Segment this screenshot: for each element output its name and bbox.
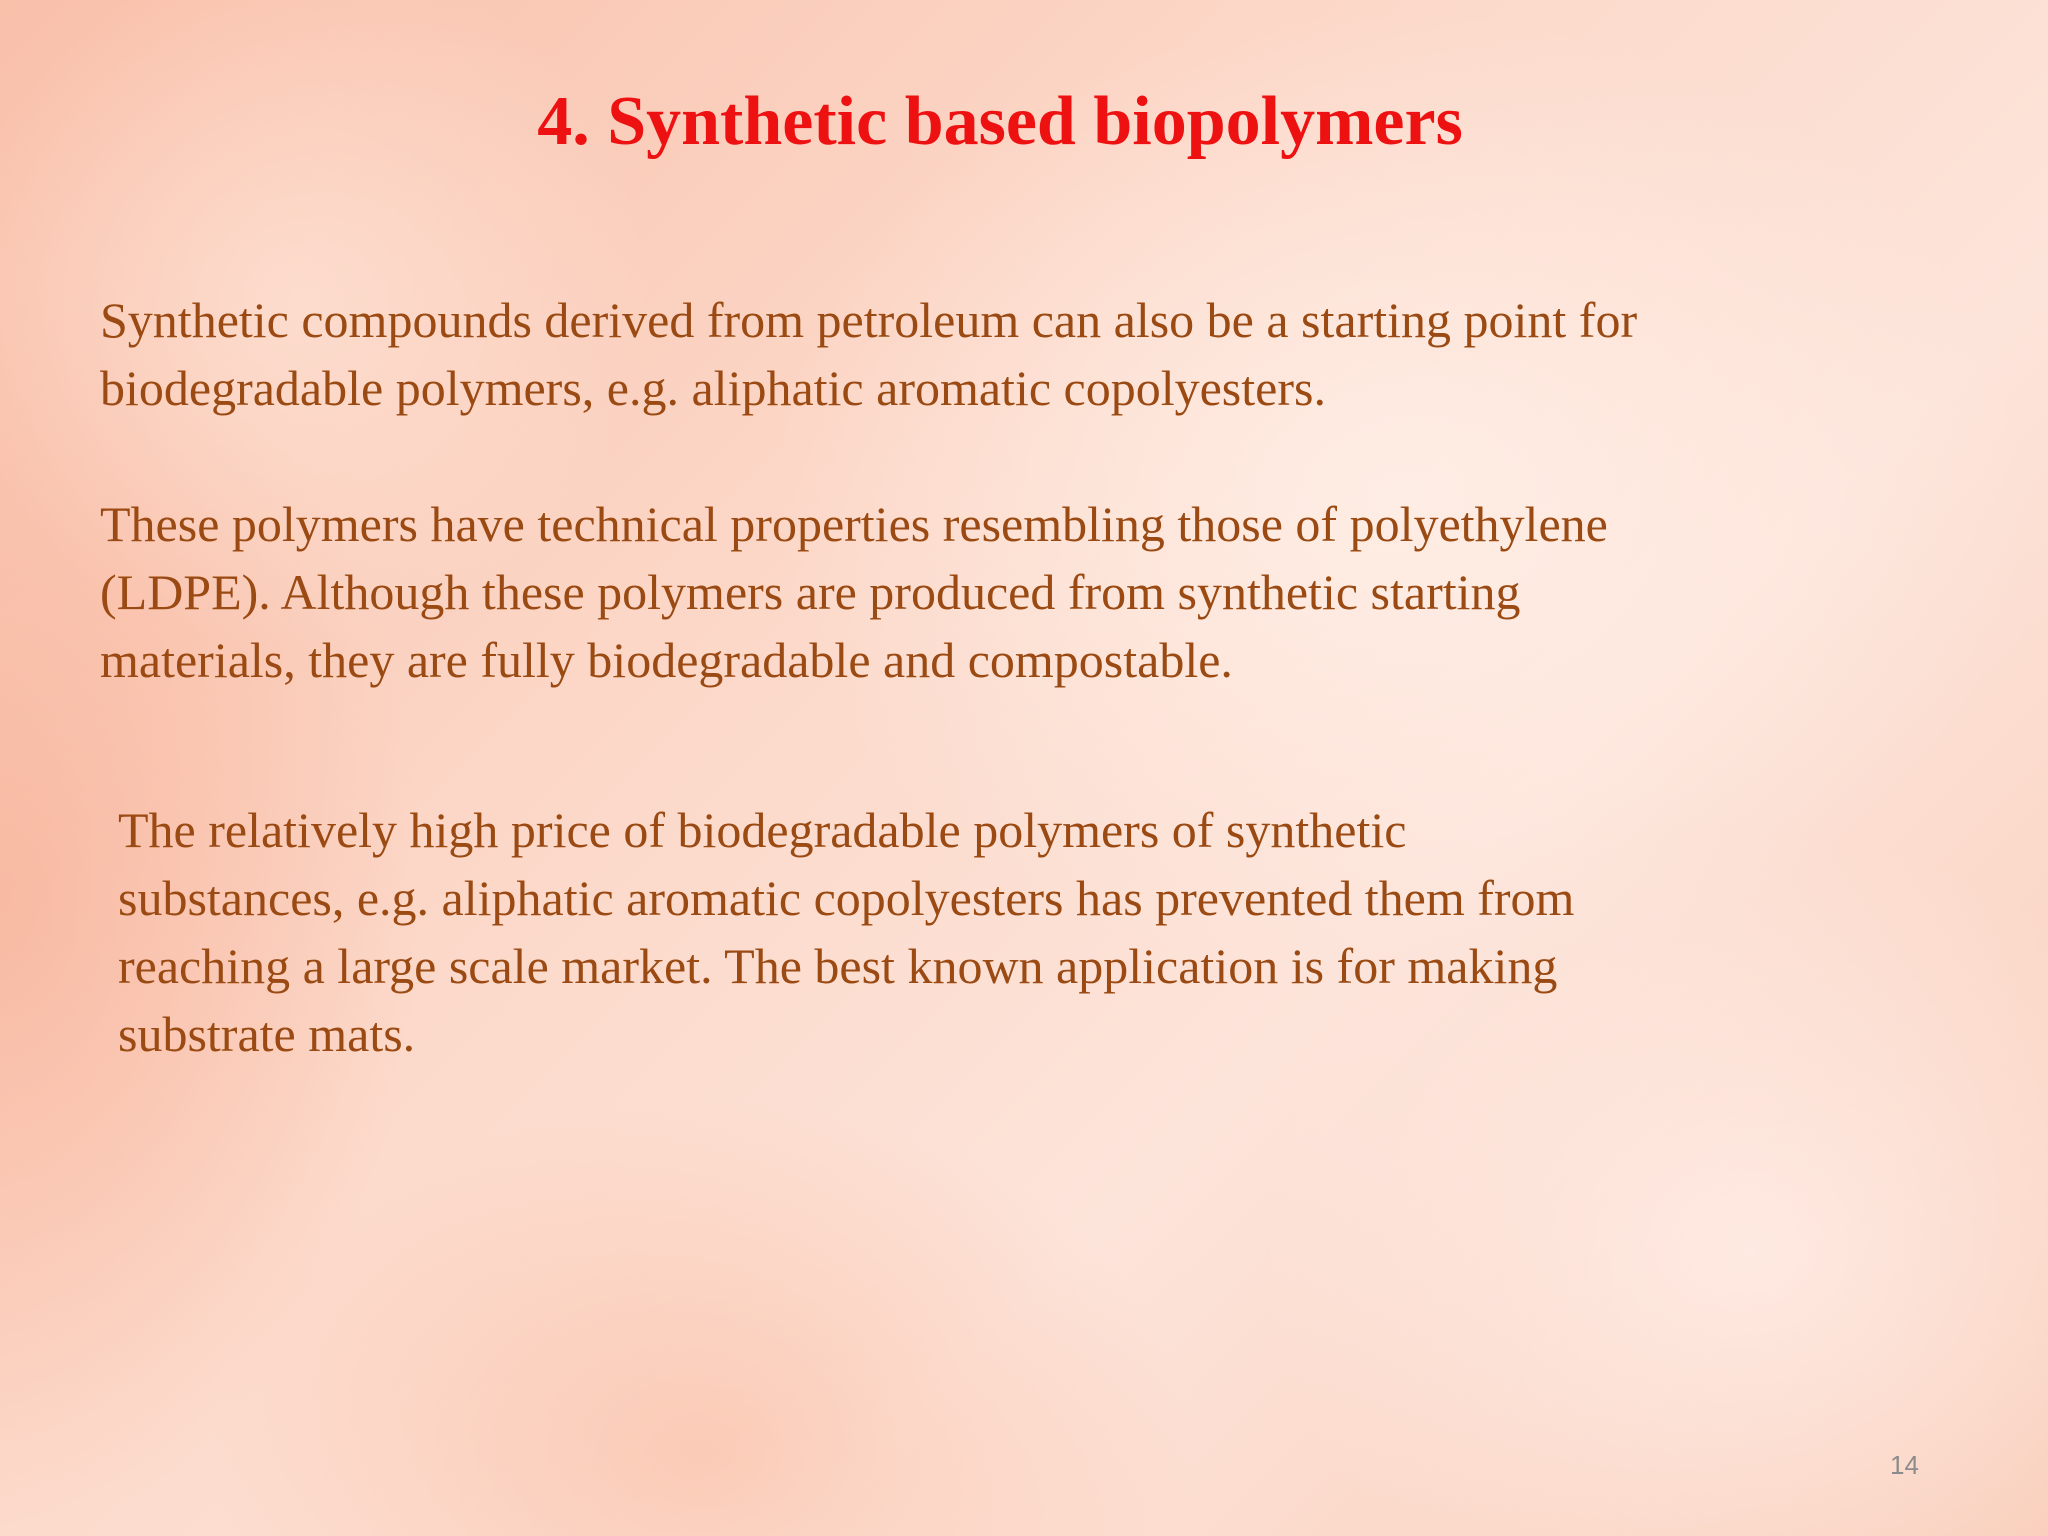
paragraph-line: materials, they are fully biodegradable and compostable. (100, 632, 1233, 688)
paragraph-line: substrate mats. (118, 1006, 416, 1062)
paragraph-line: (LDPE). Although these polymers are produced from synthetic starting (100, 564, 1521, 620)
paragraph-line: The relatively high price of biodegradable polymers of synthetic (118, 802, 1407, 858)
paragraph-line: reaching a large scale market. The best known application is for making (118, 938, 1558, 994)
paragraph-synthetic-compounds (100, 286, 1637, 422)
page-number: 14 (1890, 1450, 1919, 1480)
paragraph-high-price (118, 796, 1574, 1068)
paragraph-line: substances, e.g. aliphatic aromatic copolyesters has prevented them from (118, 870, 1575, 926)
paragraph-line: These polymers have technical properties resembling those of polyethylene (100, 496, 1608, 552)
slide-title: 4. Synthetic based biopolymers (537, 83, 1463, 160)
paragraph-line: biodegradable polymers, e.g. aliphatic aromatic copolyesters. (100, 360, 1326, 416)
paragraph-line: Synthetic compounds derived from petroleum can also be a starting point for (100, 292, 1638, 348)
paragraph-technical-properties (100, 490, 1608, 694)
